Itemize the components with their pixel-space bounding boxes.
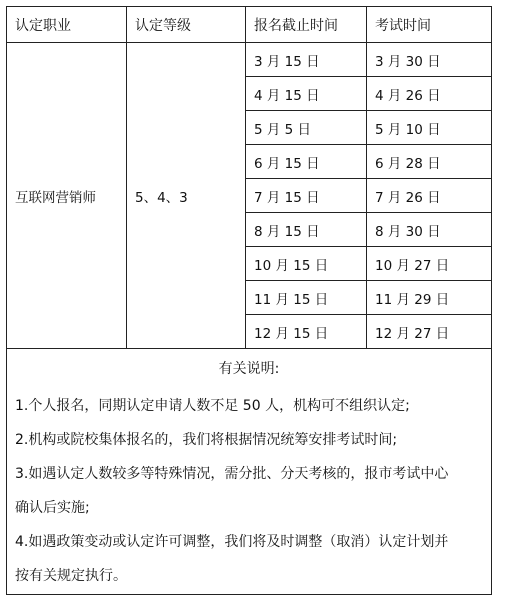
header-occupation: 认定职业 [7, 7, 127, 43]
table-header-row [7, 7, 492, 43]
header-exam-time: 考试时间 [367, 7, 492, 43]
exam-cell: 6 月 28 日 [367, 145, 492, 179]
level-cell: 5、4、3 [127, 43, 246, 349]
deadline-cell: 4 月 15 日 [246, 77, 367, 111]
header-deadline: 报名截止时间 [246, 7, 367, 43]
deadline-cell: 3 月 15 日 [246, 43, 367, 77]
exam-cell: 5 月 10 日 [367, 111, 492, 145]
note-item-2: 2.机构或院校集体报名的，我们将根据情况统筹安排考试时间; [15, 432, 398, 448]
note-item-4-continued: 按有关规定执行。 [15, 568, 127, 584]
note-item-3: 3.如遇认定人数较多等特殊情况，需分批、分天考核的，报市考试中心 [15, 466, 449, 482]
document [6, 6, 492, 595]
exam-cell: 3 月 30 日 [367, 43, 492, 77]
deadline-cell: 11 月 15 日 [246, 281, 367, 315]
deadline-cell: 6 月 15 日 [246, 145, 367, 179]
header-level: 认定等级 [127, 7, 246, 43]
note-item-1: 1.个人报名，同期认定申请人数不足 50 人，机构可不组织认定; [15, 398, 410, 414]
deadline-cell: 10 月 15 日 [246, 247, 367, 281]
deadline-cell: 8 月 15 日 [246, 213, 367, 247]
exam-cell: 11 月 29 日 [367, 281, 492, 315]
notes-section [6, 349, 492, 595]
occupation-cell: 互联网营销师 [7, 43, 127, 349]
exam-cell: 12 月 27 日 [367, 315, 492, 349]
notes-title: 有关说明: [218, 361, 280, 377]
deadline-cell: 5 月 5 日 [246, 111, 367, 145]
note-item-3-continued: 确认后实施; [15, 500, 90, 516]
deadline-cell: 12 月 15 日 [246, 315, 367, 349]
table-row [7, 43, 492, 77]
exam-cell: 8 月 30 日 [367, 213, 492, 247]
schedule-table [6, 6, 492, 349]
deadline-cell: 7 月 15 日 [246, 179, 367, 213]
note-item-4: 4.如遇政策变动或认定许可调整，我们将及时调整（取消）认定计划并 [15, 534, 449, 550]
exam-cell: 10 月 27 日 [367, 247, 492, 281]
exam-cell: 7 月 26 日 [367, 179, 492, 213]
exam-cell: 4 月 26 日 [367, 77, 492, 111]
